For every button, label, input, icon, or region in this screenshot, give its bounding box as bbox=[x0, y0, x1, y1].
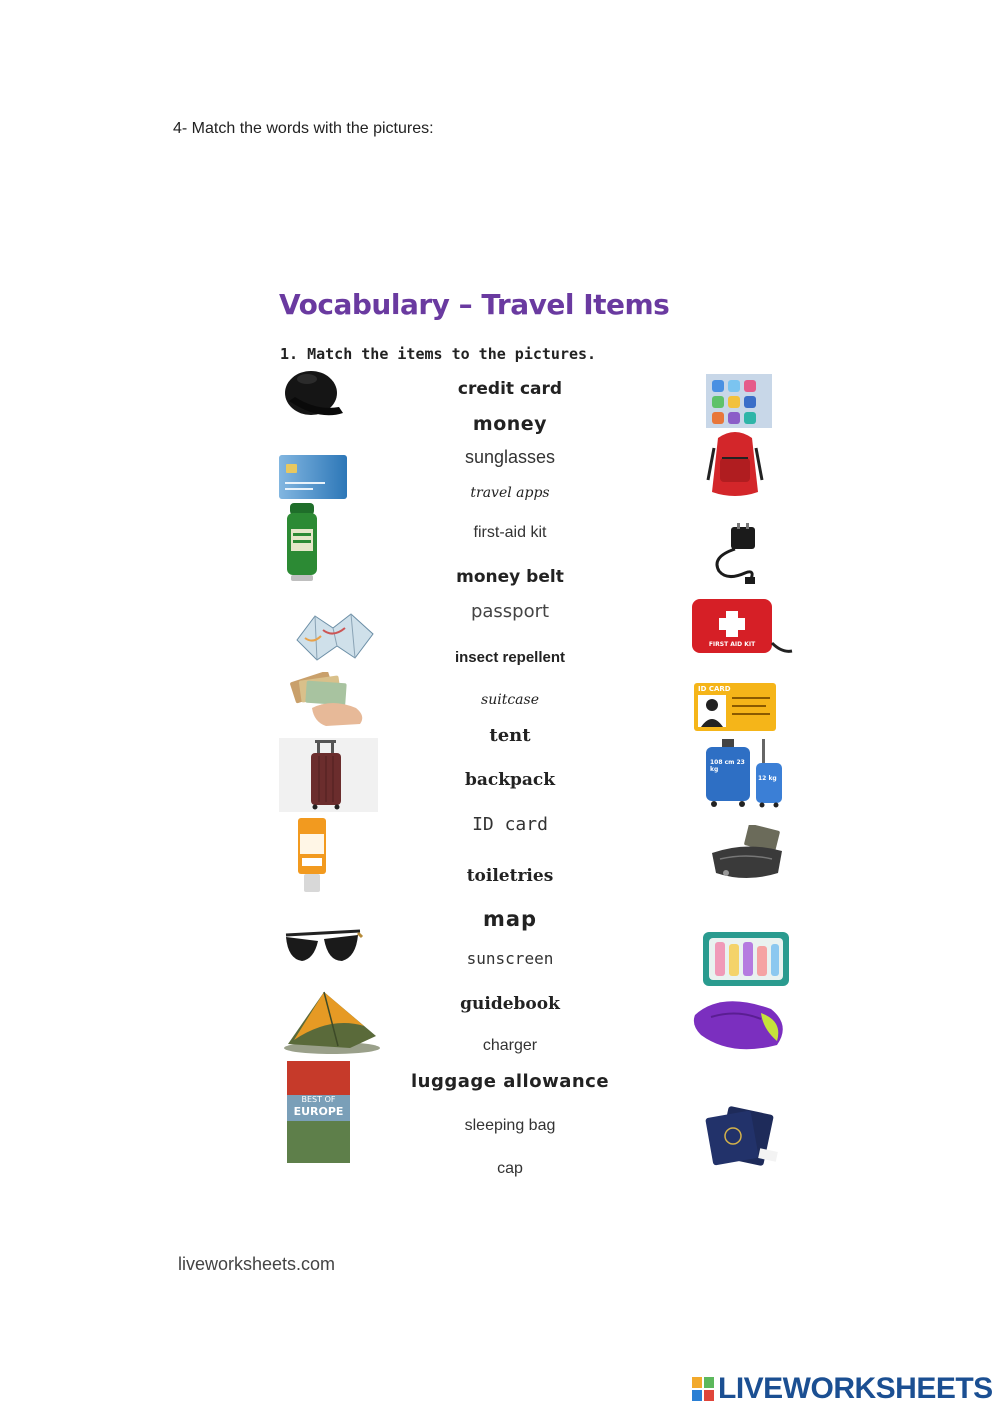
word-cap: cap bbox=[497, 1160, 523, 1177]
worksheet-subtitle: 1. Match the items to the pictures. bbox=[280, 345, 597, 363]
word-money: money bbox=[472, 413, 548, 435]
money-icon bbox=[286, 672, 368, 730]
travel-apps-icon bbox=[706, 374, 772, 428]
word-guidebook: guidebook bbox=[460, 994, 560, 1014]
backpack-icon bbox=[704, 428, 766, 498]
charger-icon bbox=[705, 523, 763, 587]
liveworksheets-brand: LIVEWORKSHEETS bbox=[718, 1372, 993, 1405]
map-icon bbox=[293, 610, 377, 662]
credit-card-icon bbox=[279, 455, 347, 499]
word-toiletries: toiletries bbox=[466, 866, 554, 886]
word-suitcase: suitcase bbox=[481, 692, 539, 708]
money-belt-icon bbox=[706, 825, 786, 883]
id-card-label: ID CARD bbox=[698, 685, 731, 693]
worksheet-title: Vocabulary – Travel Items bbox=[279, 288, 670, 321]
first-aid-kit-label: FIRST AID KIT bbox=[708, 641, 756, 648]
guidebook-cover-line1: BEST OF bbox=[301, 1095, 336, 1104]
word-sunglasses: sunglasses bbox=[464, 447, 556, 467]
insect-repellent-icon bbox=[283, 503, 321, 583]
guidebook-icon bbox=[287, 1061, 350, 1163]
word-luggage-allowance: luggage allowance bbox=[410, 1071, 610, 1092]
word-money-belt: money belt bbox=[456, 567, 564, 587]
word-passport: passport bbox=[470, 601, 550, 622]
passport-icon bbox=[703, 1106, 781, 1166]
liveworksheets-logo-icon bbox=[692, 1377, 714, 1401]
tent-icon bbox=[280, 986, 382, 1056]
word-id-card: ID card bbox=[472, 814, 548, 835]
toiletries-icon bbox=[699, 922, 795, 990]
id-card-icon bbox=[694, 683, 776, 731]
source-footer: liveworksheets.com bbox=[178, 1254, 336, 1274]
first-aid-kit-icon bbox=[686, 597, 796, 657]
luggage-allowance-icon bbox=[702, 735, 798, 811]
cap-icon bbox=[279, 363, 347, 425]
word-credit-card: credit card bbox=[457, 379, 563, 399]
sleeping-bag-icon bbox=[691, 995, 791, 1055]
luggage-label-small: 12 kg bbox=[758, 775, 777, 782]
word-tent: tent bbox=[489, 725, 531, 746]
word-charger: charger bbox=[482, 1037, 538, 1054]
sunglasses-icon bbox=[282, 927, 364, 967]
word-sunscreen: sunscreen bbox=[466, 949, 554, 968]
sunscreen-icon bbox=[296, 818, 328, 894]
word-first-aid-kit: first-aid kit bbox=[473, 524, 547, 541]
exercise-instruction: 4- Match the words with the pictures: bbox=[173, 120, 434, 137]
suitcase-icon bbox=[279, 738, 378, 812]
luggage-label-big: 108 cm 23 kg bbox=[710, 759, 745, 774]
word-backpack: backpack bbox=[464, 770, 556, 790]
word-insect-repellent: insect repellent bbox=[454, 649, 566, 666]
word-sleeping-bag: sleeping bag bbox=[464, 1117, 556, 1134]
word-travel-apps: travel apps bbox=[470, 485, 550, 501]
guidebook-cover-line2: EUROPE bbox=[293, 1105, 344, 1118]
word-map: map bbox=[482, 907, 538, 931]
